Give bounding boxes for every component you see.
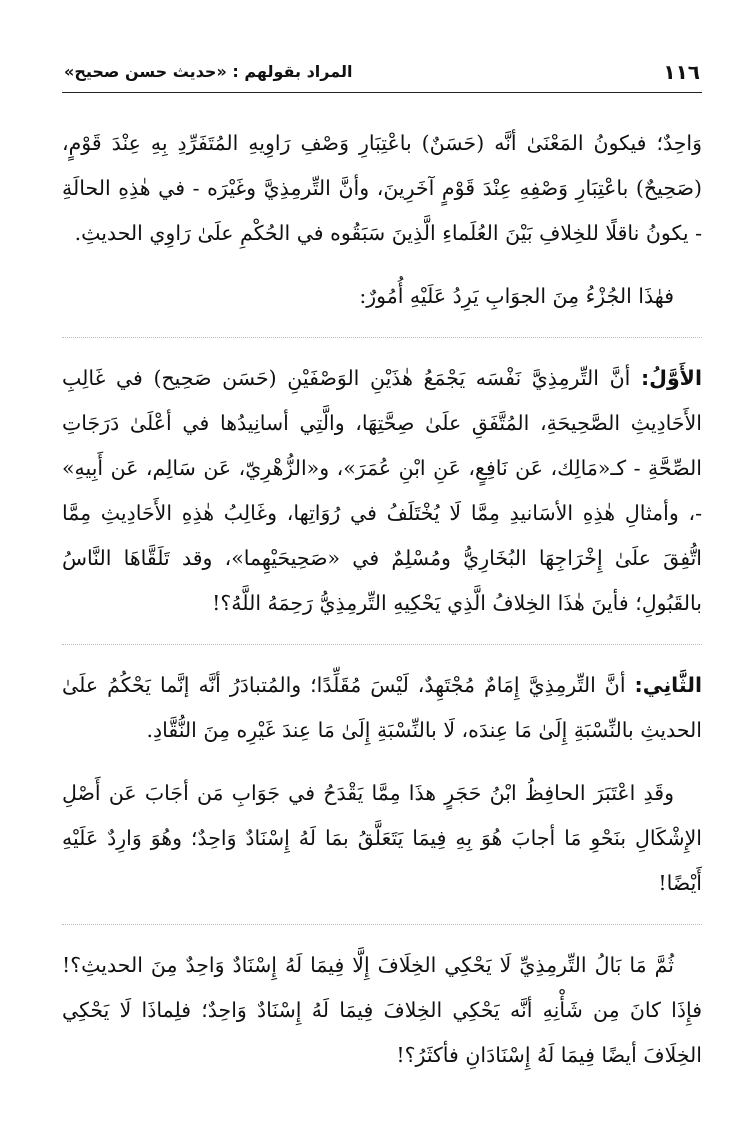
paragraph-second-objection: [62, 663, 702, 753]
paragraph-closing-question: [62, 943, 702, 1078]
paragraph-separator: [62, 924, 702, 925]
paragraph-lead-label: الأَوَّلُ:: [640, 366, 702, 390]
paragraph-continuation: [62, 121, 702, 256]
page-body: [62, 121, 702, 1078]
paragraph-separator: [62, 337, 702, 338]
paragraph-lead-label: الثَّانِي:: [634, 673, 702, 697]
page-number: ١١٦: [663, 60, 700, 84]
paragraph-text: وَاحِدٌ؛ فيكونُ المَعْنَىٰ أنَّه (حَسَنٌ) باعْتِبَارِ وَصْفِ رَاوِيهِ المُتَفَرِّدِ بِهِ عِنْدَ قَوْمٍ، (صَحِيحٌ) باعْتِبَارِ وَصْفِهِ عِنْدَ قَوْمٍ آخَرِينَ، وأنَّ التِّرمِذِيَّ وغَيْرَه - في هٰذِهِ الحالَةِ - يكونُ ناقلًا للخِلافِ بَيْنَ العُلَماءِ الَّذِينَ سَبَقُوه في الحُكْمِ علَىٰ رَاوِي الحديثِ.: [62, 131, 702, 245]
paragraph-text: وقَدِ اعْتَبَرَ الحافِظُ ابْنُ حَجَرٍ هذَا مِمَّا يَقْدَحُ في جَوَابِ مَن أجَابَ عَن أَصْلِ الإِشْكَالِ بنَحْوِ مَا أجابَ هُوَ بِهِ فِيمَا يَتَعَلَّقُ بمَا لَهُ إِسْنَادٌ وَاحِدٌ؛ وهُوَ وَارِدٌ عَلَيْهِ أَيْضًا!: [62, 781, 702, 895]
chapter-title: المراد بقولهم : «حديث حسن صحيح»: [64, 62, 353, 81]
paragraph-ibn-hajar: [62, 771, 702, 906]
paragraph-text: فهٰذَا الجُزْءُ مِنَ الجوَابِ يَرِدُ عَلَيْهِ أُمُورٌ:: [359, 284, 674, 308]
paragraph-separator: [62, 644, 702, 645]
book-page: [62, 52, 702, 1092]
paragraph-text: أنَّ التِّرمِذِيَّ إِمَامٌ مُجْتَهِدٌ، لَيْسَ مُقَلِّدًا؛ والمُتبادَرُ أنَّه إنَّما يَحْكُمُ علَىٰ الحديثِ بالنِّسْبَةِ إِلَىٰ مَا عِندَه، لَا بالنِّسْبَةِ إِلَىٰ مَا عِندَ غَيْرِه مِنَ النُّقَّادِ.: [62, 673, 702, 742]
paragraph-objections-intro: [62, 274, 702, 319]
paragraph-text: ثُمَّ مَا بَالُ التِّرمِذِيِّ لَا يَحْكِي الخِلَافَ إِلَّا فِيمَا لَهُ إِسْنَادٌ وَاحِدٌ مِنَ الحديثِ؟! فإِذَا كانَ مِن شَأْنِهِ أنَّه يَحْكِي الخِلافَ فِيمَا لَهُ إِسْنَادٌ وَاحِدٌ؛ فلِماذَا لَا يَحْكِي الخِلَافَ أيضًا فِيمَا لَهُ إِسْنَادَانِ فأكثَرُ؟!: [62, 953, 702, 1067]
paragraph-text: أنَّ التِّرمِذِيَّ نَفْسَه يَجْمَعُ هٰذَيْنِ الوَصْفَيْنِ (حَسَن صَحِيح) في غَالِبِ الأَحَادِيثِ الصَّحِيحَةِ، المُتَّفَقِ علَىٰ صِحَّتِهَا، والَّتِي أسانِيدُها في أعْلَىٰ دَرَجَاتِ الصِّحَّةِ - كـ«مَالِك، عَن نَافِعٍ، عَنِ ابْنِ عُمَرَ»، و«الزُّهْرِيّ، عَن سَالِم، عَن أَبِيهِ» -، وأمثالِ هٰذِهِ الأسَانيدِ مِمَّا لَا يُخْتَلَفُ في رُوَاتِها، وغَالِبُ هٰذِهِ الأَحَادِيثِ مِمَّا اتُّفِقَ علَىٰ إِخْرَاجِهَا البُخَارِيُّ ومُسْلِمٌ في «صَحِيحَيْهِما»، وقد تَلَقَّاهَا النَّاسُ بالقَبُولِ؛ فأينَ هٰذَا الخِلافُ الَّذِي يَحْكِيهِ التِّرمِذِيُّ رَحِمَهُ اللَّهُ؟!: [62, 366, 702, 615]
running-header: [62, 52, 702, 93]
paragraph-first-objection: [62, 356, 702, 626]
